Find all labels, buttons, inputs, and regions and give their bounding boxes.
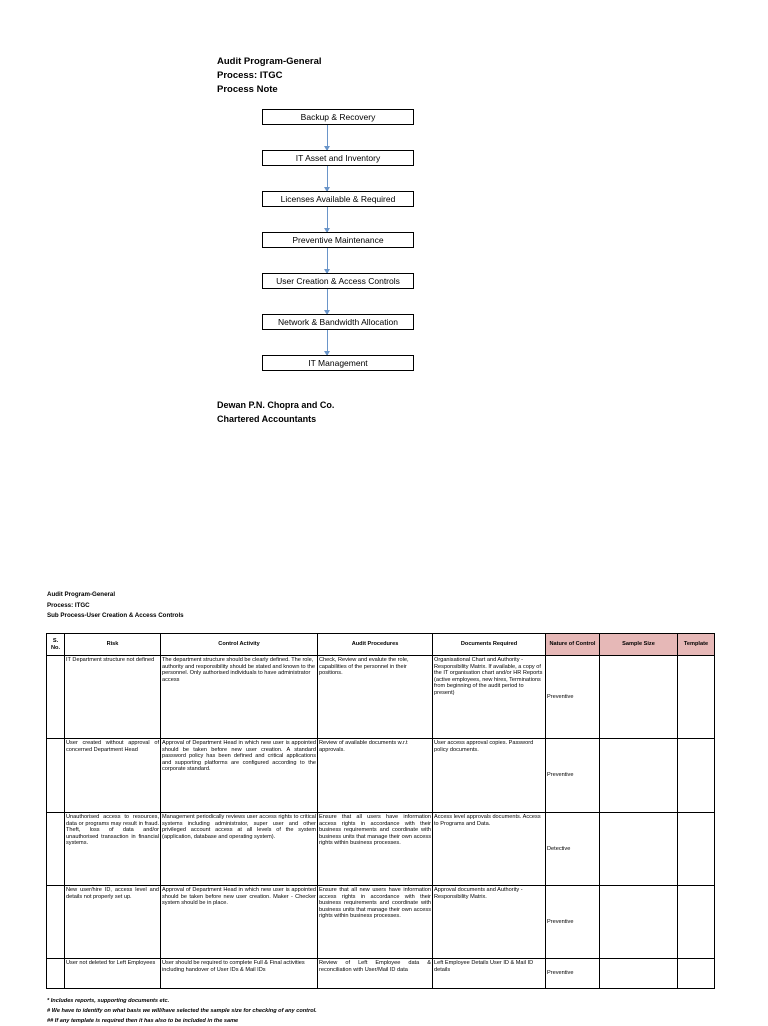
cell-risk: IT Department structure not defined: [65, 656, 161, 739]
cell-control: Approval of Department Head in which new user is appointed should be taken before new user creation. A standard password policy has been defined and critical applications and supporting platforms are configured according to the corporate standard.: [161, 739, 318, 813]
header-process-note: Process Note: [217, 84, 278, 95]
cell-docs: Approval documents and Authority - Responsibility Matrix.: [433, 886, 546, 959]
footnote: ## If any template is required then it has also to be included in the same: [47, 1018, 239, 1024]
table-row: [47, 959, 715, 989]
flow-arrow: [327, 248, 328, 273]
header-process: Process: ITGC: [217, 70, 283, 81]
flow-box-user-creation: User Creation & Access Controls: [262, 273, 414, 289]
subprocess-header: [47, 590, 184, 622]
table-row: [47, 813, 715, 886]
cell-control: The department structure should be clearly defined. The role, authority and responsibility should be stated and known to the personnel. Only authorised individuals to have administrator access: [161, 656, 318, 739]
cell-docs: Left Employee Details User ID & Mail ID details: [433, 959, 546, 989]
cell-docs: Organisational Chart and Authority - Responsibility Matrix. If available, a copy of the IT organisation chart and/or HR Reports (active employees, new hires, Terminations from beginning of the audit period to present): [433, 656, 546, 739]
flow-box-preventive-maintenance: Preventive Maintenance: [262, 232, 414, 248]
cell-control: Approval of Department Head in which new user is appointed should be taken before new user creation. Maker - Checker system should be in place.: [161, 886, 318, 959]
table-row: [47, 656, 715, 739]
cell-sample: [600, 886, 678, 959]
firm-signature: [217, 398, 334, 426]
footnotes: [47, 996, 317, 1026]
col-header-nature: Nature of Control: [546, 634, 600, 656]
footnote: * Includes reports, supporting documents etc.: [47, 998, 170, 1004]
cell-nature: Preventive: [546, 959, 600, 989]
cell-risk: New user/hire ID, access level and details not properly set up.: [65, 886, 161, 959]
cell-control: Management periodically reviews user access rights to critical systems including administrator, super user and other privileged account access at all levels of the system (application, database and operating system).: [161, 813, 318, 886]
flow-arrow: [327, 289, 328, 314]
cell-audit: Check, Review and evalute the role, capabilities of the personnel in their positions.: [318, 656, 433, 739]
table-row: [47, 739, 715, 813]
cell-audit: Ensure that all new users have information access rights in accordance with their business requirements and coordinate with business units that manage their own access rights within business processes.: [318, 886, 433, 959]
col-header-audit: Audit Procedures: [318, 634, 433, 656]
process-flowchart: [0, 0, 768, 380]
cell-sno: [47, 959, 65, 989]
col-header-template: Template: [678, 634, 715, 656]
subprocess-name: Sub Process-User Creation & Access Controls: [47, 612, 184, 619]
subprocess-title: Audit Program-General: [47, 591, 116, 598]
cell-nature: Detective: [546, 813, 600, 886]
cell-nature: Preventive: [546, 656, 600, 739]
cell-template: [678, 959, 715, 989]
cell-sample: [600, 959, 678, 989]
firm-title: Chartered Accountants: [217, 414, 317, 424]
cell-docs: Access level approvals documents. Access to Programs and Data.: [433, 813, 546, 886]
cell-template: [678, 813, 715, 886]
cell-template: [678, 656, 715, 739]
cell-sno: [47, 813, 65, 886]
col-header-sample: Sample Size: [600, 634, 678, 656]
cell-risk: User not deleted for Left Employees: [65, 959, 161, 989]
flow-box-it-asset: IT Asset and Inventory: [262, 150, 414, 166]
cell-risk: Unauthorised access to resources, data or programs may result in fraud. Theft, loss of data and/or unauthorised transaction in financial systems.: [65, 813, 161, 886]
subprocess-process: Process: ITGC: [47, 601, 90, 609]
footnote: # We have to identify on what basis we will/have selected the sample size for checking of any control.: [47, 1008, 317, 1014]
cell-sample: [600, 656, 678, 739]
cell-sample: [600, 739, 678, 813]
cell-audit: Review of Left Employee data & reconciliation with User/Mail ID data: [318, 959, 433, 989]
cell-sample: [600, 813, 678, 886]
cell-sno: [47, 886, 65, 959]
flow-box-backup-recovery: Backup & Recovery: [262, 109, 414, 125]
audit-program-table: [46, 633, 715, 989]
col-header-control: Control Activity: [161, 634, 318, 656]
cell-audit: Review of available documents w.r.t approvals.: [318, 739, 433, 813]
cell-risk: User created without approval of concerned Department Head: [65, 739, 161, 813]
cell-template: [678, 739, 715, 813]
cell-nature: Preventive: [546, 886, 600, 959]
flow-box-licenses: Licenses Available & Required: [262, 191, 414, 207]
cell-sno: [47, 739, 65, 813]
cell-docs: User access approval copies. Password policy documents.: [433, 739, 546, 813]
cell-nature: Preventive: [546, 739, 600, 813]
cell-control: User should be required to complete Full & Final activities including handover of User IDs & Mail IDs: [161, 959, 318, 989]
flow-box-network: Network & Bandwidth Allocation: [262, 314, 414, 330]
cell-template: [678, 886, 715, 959]
table-row: [47, 886, 715, 959]
cell-sno: [47, 656, 65, 739]
table-header-row: [47, 634, 715, 656]
flow-arrow: [327, 207, 328, 232]
col-header-risk: Risk: [65, 634, 161, 656]
flow-arrow: [327, 330, 328, 355]
col-header-docs: Documents Required: [433, 634, 546, 656]
flow-box-it-management: IT Management: [262, 355, 414, 371]
flow-arrow: [327, 125, 328, 150]
firm-name: Dewan P.N. Chopra and Co.: [217, 400, 335, 410]
col-header-sno: S. No.: [47, 634, 65, 656]
cell-audit: Ensure that all users have information access rights in accordance with their business requirements and coordinate with business units that manage their own access rights within business processes.: [318, 813, 433, 886]
flow-arrow: [327, 166, 328, 191]
header-title: Audit Program-General: [217, 56, 322, 67]
